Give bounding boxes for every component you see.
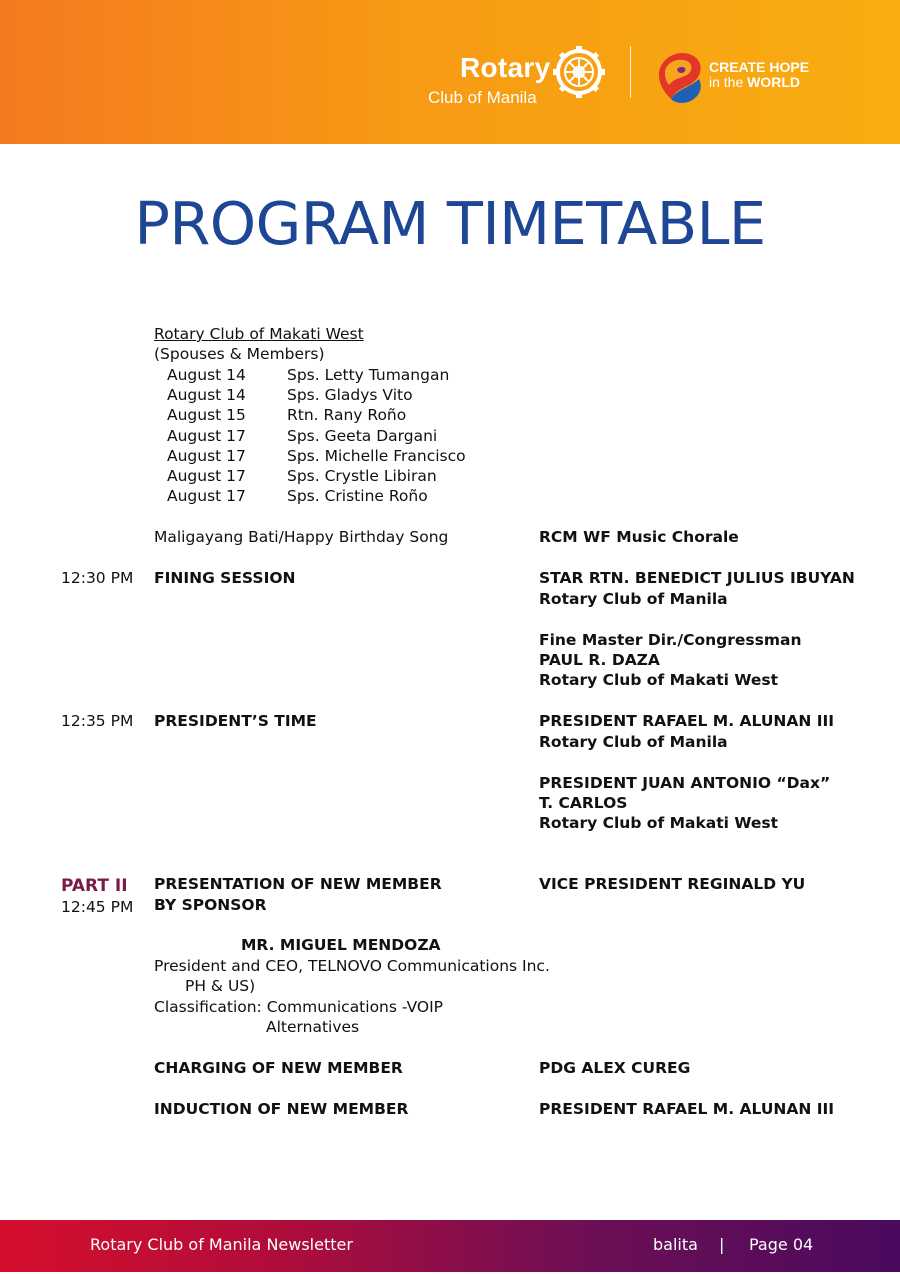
induction-by: PRESIDENT RAFAEL M. ALUNAN III	[539, 1100, 835, 1118]
birthday-club: Rotary Club of Makati West	[154, 325, 364, 343]
birthday-date: August 17	[167, 487, 246, 505]
charging-by: PDG ALEX CUREG	[539, 1059, 691, 1077]
part2-time: 12:45 PM	[61, 898, 134, 916]
theme-line-2b: WORLD	[747, 74, 801, 90]
birthday-name: Sps. Gladys Vito	[287, 386, 413, 404]
club-name: Club of Manila	[428, 88, 537, 107]
footer-section: balita	[653, 1235, 698, 1254]
fining-person-1: STAR RTN. BENEDICT JULIUS IBUYAN	[539, 569, 855, 587]
theme-line-2a: in the	[709, 74, 744, 90]
logo-divider	[630, 46, 631, 98]
fining-item: FINING SESSION	[154, 569, 296, 587]
footer-newsletter: Rotary Club of Manila Newsletter	[90, 1235, 353, 1254]
footer-bar	[0, 1220, 900, 1272]
birthday-date: August 17	[167, 427, 246, 445]
presentation-item: PRESENTATION OF NEW MEMBER	[154, 875, 442, 893]
birthday-date: August 14	[167, 386, 246, 404]
birthday-name: Rtn. Rany Roño	[287, 406, 407, 424]
new-member-classification-cont: Alternatives	[266, 1018, 360, 1036]
presidents-item: PRESIDENT’S TIME	[154, 712, 317, 730]
birthday-name: Sps. Michelle Francisco	[287, 447, 466, 465]
birthday-name: Sps. Cristine Roño	[287, 487, 428, 505]
rotary-wordmark: Rotary	[460, 52, 551, 83]
president-2-cont: T. CARLOS	[539, 794, 628, 812]
new-member-name: MR. MIGUEL MENDOZA	[241, 936, 441, 954]
song-item: Maligayang Bati/Happy Birthday Song	[154, 528, 449, 546]
footer-page-number: Page 04	[749, 1235, 814, 1254]
induction-item: INDUCTION OF NEW MEMBER	[154, 1100, 409, 1118]
birthday-group: (Spouses & Members)	[154, 345, 325, 363]
birthday-name: Sps. Geeta Dargani	[287, 427, 438, 445]
presidents-time: 12:35 PM	[61, 712, 134, 730]
birthday-date: August 15	[167, 406, 246, 424]
header-banner	[0, 0, 900, 144]
fining-person-2-club: Rotary Club of Makati West	[539, 671, 779, 689]
new-member-position: President and CEO, TELNOVO Communications Inc.	[154, 957, 550, 975]
president-1: PRESIDENT RAFAEL M. ALUNAN III	[539, 712, 835, 730]
birthday-date: August 14	[167, 366, 246, 384]
fining-person-1-club: Rotary Club of Manila	[539, 590, 728, 608]
fining-time: 12:30 PM	[61, 569, 134, 587]
birthday-name: Sps. Letty Tumangan	[287, 366, 450, 384]
theme-line-1: CREATE HOPE	[709, 59, 810, 75]
new-member-position-cont: PH & US)	[185, 977, 256, 995]
fining-person-2: PAUL R. DAZA	[539, 651, 660, 669]
rotary-wheel-icon	[551, 44, 607, 100]
birthday-name: Sps. Crystle Libiran	[287, 467, 437, 485]
president-1-club: Rotary Club of Manila	[539, 733, 728, 751]
theme-text	[709, 60, 809, 90]
president-2-club: Rotary Club of Makati West	[539, 814, 779, 832]
page-title: PROGRAM TIMETABLE	[134, 189, 766, 258]
charging-item: CHARGING OF NEW MEMBER	[154, 1059, 403, 1077]
president-2: PRESIDENT JUAN ANTONIO “Dax”	[539, 774, 831, 792]
presentation-item-cont: BY SPONSOR	[154, 896, 267, 914]
song-performer: RCM WF Music Chorale	[539, 528, 739, 546]
presentation-by: VICE PRESIDENT REGINALD YU	[539, 875, 806, 893]
part-label: PART II	[61, 876, 128, 896]
birthday-date: August 17	[167, 447, 246, 465]
create-hope-swirl-icon	[651, 45, 707, 105]
fining-person-2-title: Fine Master Dir./Congressman	[539, 631, 802, 649]
birthday-date: August 17	[167, 467, 246, 485]
new-member-classification: Classification: Communications -VOIP	[154, 998, 444, 1016]
footer-separator: |	[719, 1235, 725, 1254]
